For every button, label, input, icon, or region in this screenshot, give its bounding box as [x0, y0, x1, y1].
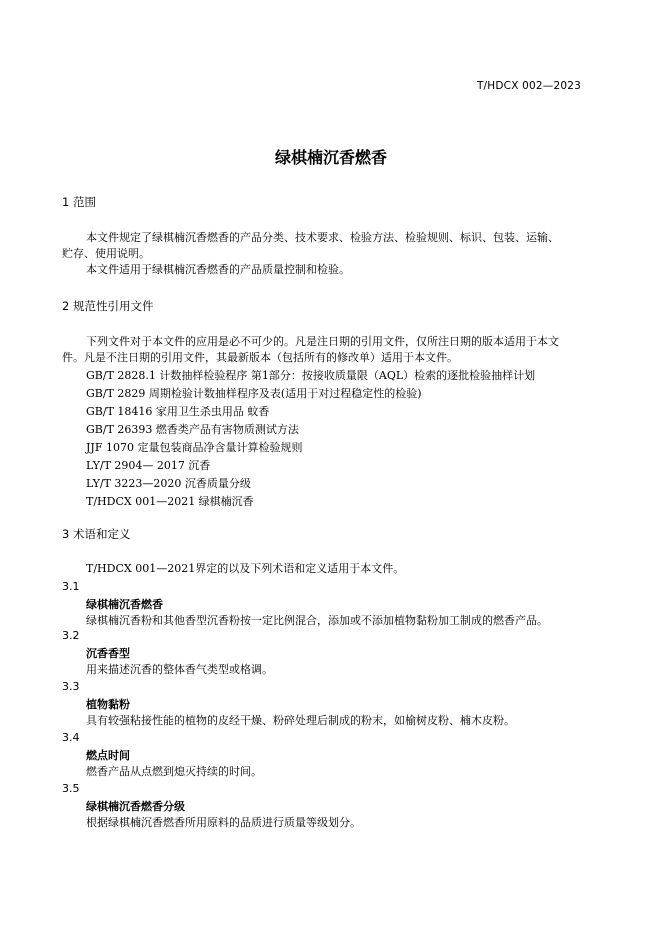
term-number: 3.5	[62, 782, 80, 795]
document-number: T/HDCX 002—2023	[476, 80, 581, 92]
section-heading-terms: 3 术语和定义	[62, 527, 131, 541]
term-number: 3.3	[62, 680, 80, 693]
term-name: 燃点时间	[86, 749, 130, 762]
term-name: 沉香香型	[86, 647, 130, 660]
term-name: 植物黏粉	[86, 698, 130, 711]
reference-item: GB/T 2829 周期检验计数抽样程序及表(适用于对过程稳定性的检验)	[86, 387, 422, 400]
terms-intro: T/HDCX 001—2021界定的以及下列术语和定义适用于本文件。	[86, 562, 405, 575]
term-definition: 用来描述沉香的整体香气类型或格调。	[86, 663, 273, 676]
reference-item: GB/T 26393 燃香类产品有害物质测试方法	[86, 423, 299, 436]
reference-item: T/HDCX 001—2021 绿棋楠沉香	[86, 495, 254, 508]
scope-paragraph-line: 本文件规定了绿棋楠沉香燃香的产品分类、技术要求、检验方法、检验规则、标识、包装、运输、	[86, 231, 559, 244]
reference-item: JJF 1070 定量包装商品净含量计算检验规则	[86, 441, 303, 454]
section-heading-normative-references: 2 规范性引用文件	[62, 299, 154, 313]
reference-item: GB/T 18416 家用卫生杀虫用品 蚊香	[86, 405, 270, 418]
term-definition: 燃香产品从点燃到熄灭持续的时间。	[86, 765, 262, 778]
term-name: 绿棋楠沉香燃香分级	[86, 800, 185, 813]
term-number: 3.1	[62, 580, 80, 593]
term-definition: 具有较强粘接性能的植物的皮经干燥、粉碎处理后制成的粉末，如榆树皮粉、楠木皮粉。	[86, 714, 515, 727]
term-number: 3.4	[62, 731, 80, 744]
term-number: 3.2	[62, 629, 80, 642]
scope-paragraph: 本文件适用于绿棋楠沉香燃香的产品质量控制和检验。	[86, 263, 350, 276]
reference-item: GB/T 2828.1 计数抽样检验程序 第1部分：按接收质量限（AQL）检索的逐批检验抽样计划	[86, 369, 536, 382]
scope-paragraph-line: 贮存、使用说明。	[62, 247, 150, 260]
reference-item: LY/T 2904— 2017 沉香	[86, 459, 211, 472]
term-definition: 根据绿棋楠沉香燃香所用原料的品质进行质量等级划分。	[86, 816, 361, 829]
normative-intro-line: 件。凡是不注日期的引用文件，其最新版本（包括所有的修改单）适用于本文件。	[62, 351, 458, 364]
document-title: 绿棋楠沉香燃香	[274, 148, 387, 167]
term-definition: 绿棋楠沉香粉和其他香型沉香粉按一定比例混合，添加或不添加植物黏粉加工制成的燃香产品。	[86, 614, 548, 627]
term-name: 绿棋楠沉香燃香	[86, 598, 163, 611]
section-heading-scope: 1 范围	[62, 195, 96, 209]
normative-intro-line: 下列文件对于本文件的应用是必不可少的。凡是注日期的引用文件，仅所注日期的版本适用于本文	[86, 335, 559, 348]
reference-item: LY/T 3223—2020 沉香质量分级	[86, 477, 251, 490]
